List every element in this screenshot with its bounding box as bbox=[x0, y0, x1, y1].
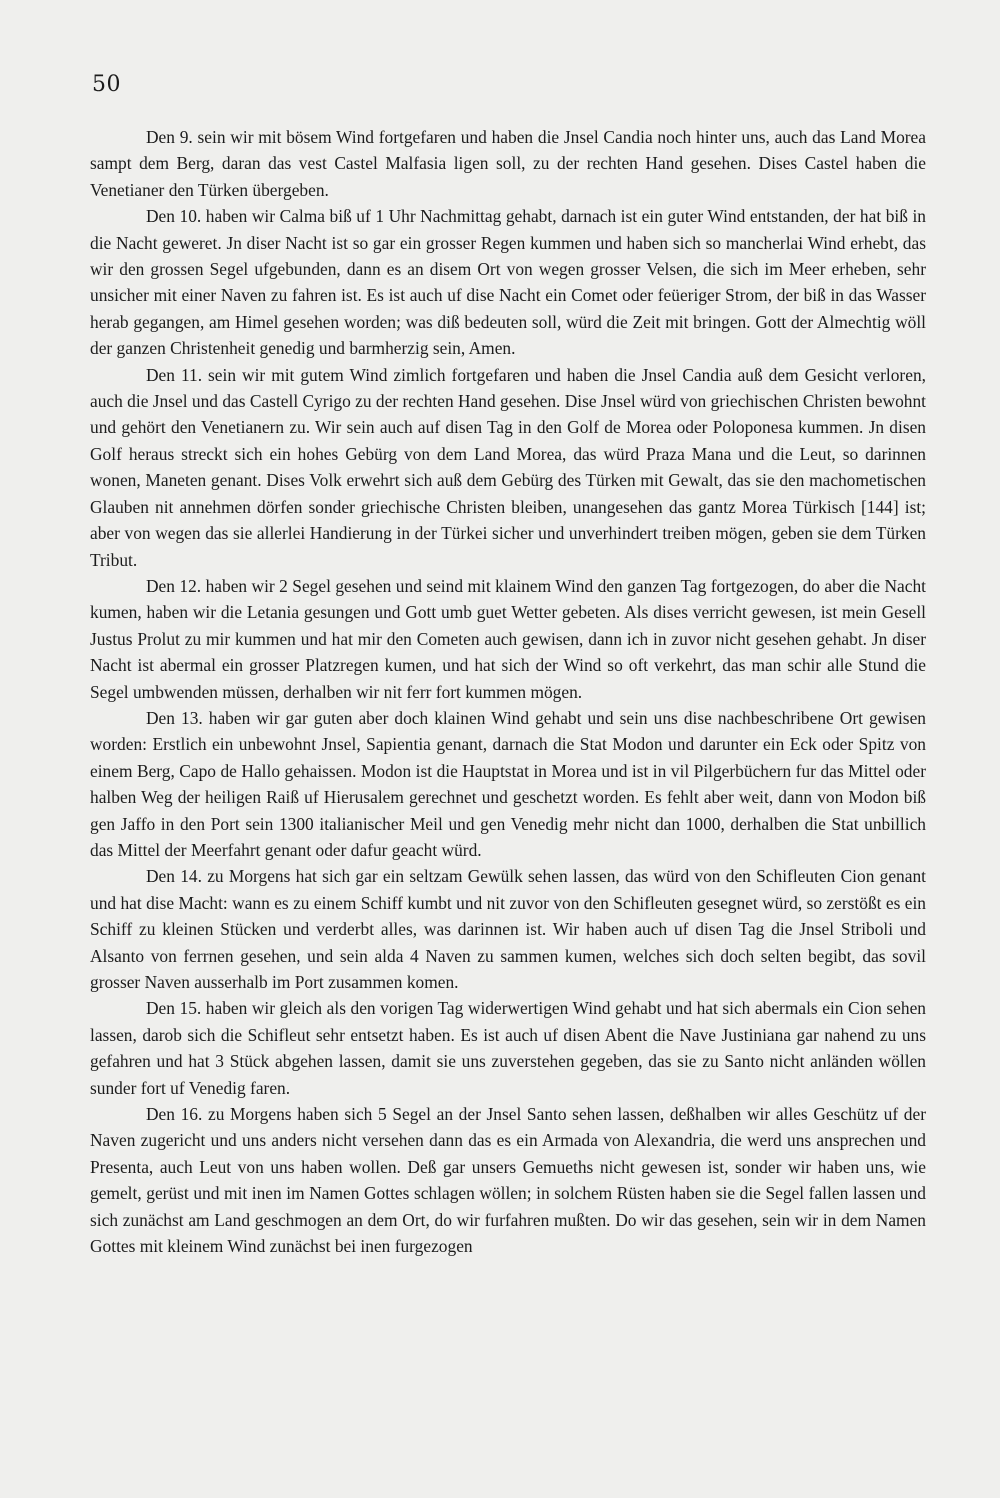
paragraph-day-12: Den 12. haben wir 2 Segel gesehen und seind mit klainem Wind den ganzen Tag fortgezogen, do aber die Nacht kumen, haben wir die Letania gesungen und Gott umb guet Wetter gebeten. Als dises verricht gewesen, ist mein Gesell Justus Prolut zu mir kummen und hat mir den Cometen auch gewisen, dann ich in zuvor nicht gesehen gehabt. Jn diser Nacht ist abermal ein grosser Platzregen kumen, und hat sich der Wind so oft verkehrt, das man schir alle Stund die Segel umbwenden müssen, derhalben wir nit ferr fort kummen mögen. bbox=[90, 575, 926, 702]
body-text bbox=[90, 124, 926, 1259]
page-number: 50 bbox=[92, 72, 121, 97]
paragraph-day-15: Den 15. haben wir gleich als den vorigen Tag widerwertigen Wind gehabt und hat sich abermals ein Cion sehen lassen, darob sich die Schifleut sehr entsetzt haben. Es ist auch uf disen Abent die Nave Justiniana gar nahend zu uns gefahren und hat 3 Stück abgehen lassen, damit sie uns zuverstehen gegeben, das sie zu Santo nicht anländen wöllen sunder fort uf Venedig faren. bbox=[90, 998, 926, 1098]
paragraph-day-10: Den 10. haben wir Calma biß uf 1 Uhr Nachmittag gehabt, darnach ist ein guter Wind entstanden, der hat biß in die Nacht geweret. Jn diser Nacht ist so gar ein grosser Regen kummen und haben sich so mancherlai Wind erhebt, das wir den grossen Segel ufgebunden, dann es an disem Ort von wegen grosser Velsen, die sich im Meer erheben, sehr unsicher mit einer Naven zu fahren ist. Es ist auch uf dise Nacht ein Comet oder feüeriger Strom, der biß in das Wasser herab gegangen, am Himel gesehen worden; was diß bedeuten soll, würd die Zeit mit bringen. Gott der Almechtig wöll der ganzen Christenheit genedig und barmherzig sein, Amen. bbox=[90, 206, 926, 359]
paragraph-day-14: Den 14. zu Morgens hat sich gar ein seltzam Gewülk sehen lassen, das würd von den Schifleuten Cion genant und hat dise Macht: wann es zu einem Schiff kumbt und nit zuvor von den Schifleuten gesegnet würd, so zerstößt es ein Schiff zu kleinen Stücken und verderbt alles, was darinnen ist. Wir haben auch uf disen Tag die Jnsel Striboli und Alsanto von ferrnen gesehen, und sein alda 4 Naven zu sammen kumen, welches sich doch selten begibt, das sovil grosser Naven ausserhalb im Port zusammen komen. bbox=[90, 866, 926, 992]
paragraph-day-11: Den 11. sein wir mit gutem Wind zimlich fortgefaren und haben die Jnsel Candia auß dem Gesicht verloren, auch die Jnsel und das Castell Cyrigo zu der rechten Hand gesehen. Dise Jnsel würd von griechischen Christen bewohnt und gehört den Venetianern zu. Wir sein auch auf disen Tag in den Golf de Morea oder Poloponesa kummen. Jn disen Golf heraus streckt sich ein hohes Gebürg von dem Land Morea, das würd Praza Mana und die Leut, so darinnen wonen, Maneten genant. Dises Volk erwehrt sich auß dem Gebürg des Türken mit Gewalt, das sie den machometischen Glauben nit annehmen dörfen sonder griechische Christen bleiben, unangesehen das gantz Morea Türkisch [144] ist; aber von wegen das sie allerlei Handierung in der Türkei sicher und unverhindert treiben mögen, geben sie dem Türken Tribut. bbox=[90, 364, 926, 570]
paragraph-day-9: Den 9. sein wir mit bösem Wind fortgefaren und haben die Jnsel Candia noch hinter uns, auch das Land Morea sampt dem Berg, daran das vest Castel Malfasia ligen soll, zu der rechten Hand gesehen. Dises Castel haben die Venetianer den Türken übergeben. bbox=[90, 127, 926, 200]
paragraph-day-13: Den 13. haben wir gar guten aber doch klainen Wind gehabt und sein uns dise nachbeschribene Ort gewisen worden: Erstlich ein unbewohnt Jnsel, Sapientia genant, darnach die Stat Modon und darunter ein Eck oder Spitz von einem Berg, Capo de Hallo gehaissen. Modon ist die Hauptstat in Morea und ist in vil Pilgerbüchern fur das Mittel oder halben Weg der heiligen Raiß uf Hierusalem gerechnet und geschetzt worden. Es fehlt aber weit, dann von Modon biß gen Jaffo in den Port sein 1300 italianischer Meil und gen Venedig mehr nicht dan 1000, derhalben die Stat unbillich das Mittel der Meerfahrt genant oder dafur geacht würd. bbox=[90, 707, 926, 860]
paragraph-day-16: Den 16. zu Morgens haben sich 5 Segel an der Jnsel Santo sehen lassen, deßhalben wir alles Geschütz uf der Naven zugericht und uns anders nicht versehen dann das es ein Armada von Alexandria, die werd uns ansprechen und Presenta, auch Leut von uns haben wollen. Deß gar unsers Gemueths nicht gewesen ist, sonder wir haben uns, wie gemelt, gerüst und mit inen im Namen Gottes schlagen wöllen; in solchem Rüsten haben sie die Segel fallen lassen und sich zunächst am Land geschmogen an dem Ort, do wir furfahren mußten. Do wir das gesehen, sein wir in dem Namen Gottes mit kleinem Wind zunächst bei inen furgezogen bbox=[90, 1104, 926, 1257]
